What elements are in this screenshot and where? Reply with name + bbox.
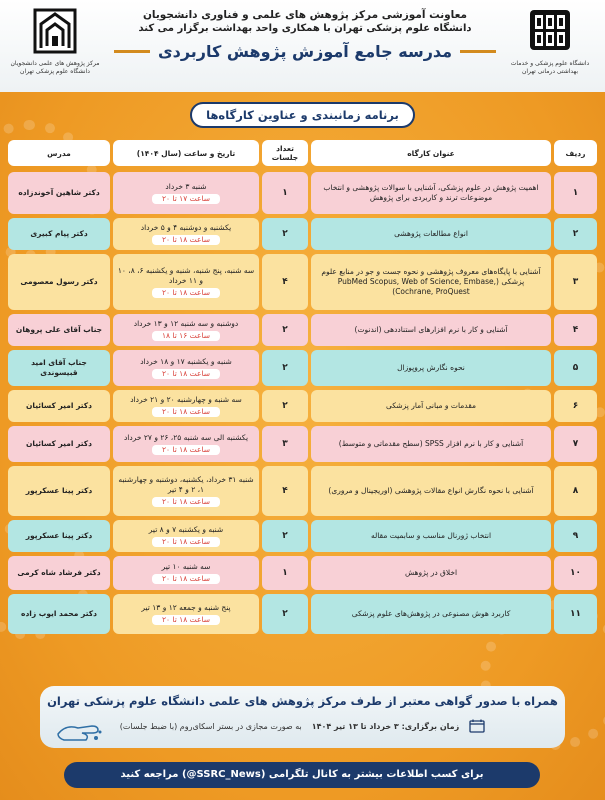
workshop-datetime xyxy=(113,556,259,590)
workshop-date: شنبه ۳۱ خرداد، یکشنبه، دوشنبه و چهارشنبه ۱، ۲ و ۴ تیر xyxy=(118,475,254,494)
workshop-time: ساعت ۱۸ تا ۲۰ xyxy=(152,615,220,625)
teacher-name: دکتر پینا عسکرپور xyxy=(8,520,110,552)
workshop-date: یکشنبه الی سه شنبه ۲۵، ۲۶ و ۲۷ خرداد xyxy=(123,433,249,442)
workshop-datetime xyxy=(113,594,259,634)
teacher-name: دکتر رسول معصومی xyxy=(8,254,110,310)
table-header-row xyxy=(8,140,597,168)
header-row-number: ردیف xyxy=(554,140,597,166)
session-count: ۲ xyxy=(262,390,308,422)
workshop-date: سه شنبه، پنج شنبه، شنبه و یکشنبه ۶، ۸، ۱۰ و ۱۱ خرداد xyxy=(117,266,255,285)
workshop-datetime xyxy=(113,390,259,422)
workshop-title: انواع مطالعات پژوهشی xyxy=(311,218,551,250)
session-count: ۴ xyxy=(262,254,308,310)
teacher-name: دکتر پیام کبیری xyxy=(8,218,110,250)
header-line-2: دانشگاه علوم پزشکی تهران با همکاری واحد بهداشت برگزار می کند xyxy=(138,23,472,34)
workshop-date: دوشنبه و سه شنبه ۱۲ و ۱۳ خرداد xyxy=(133,319,239,328)
workshop-title: کاربرد هوش مصنوعی در پژوهش‌های علوم پزشکی xyxy=(311,594,551,634)
schedule-subtitle: برنامه زمانبندی و عناوین کارگاه‌ها xyxy=(190,102,415,128)
row-number: ۸ xyxy=(554,466,597,516)
table-row xyxy=(8,350,597,386)
row-number: ۱۱ xyxy=(554,594,597,634)
workshop-title: نحوه نگارش پروپوزال xyxy=(311,350,551,386)
session-count: ۱ xyxy=(262,172,308,214)
row-number: ۳ xyxy=(554,254,597,310)
workshop-time: ساعت ۱۸ تا ۲۰ xyxy=(152,445,220,455)
title-dash-decoration xyxy=(114,50,150,53)
school-title-text: مدرسه جامع آموزش پژوهش کاربردی xyxy=(157,42,453,61)
workshop-time: ساعت ۱۷ تا ۲۰ xyxy=(152,194,220,204)
workshop-time: ساعت ۱۸ تا ۲۰ xyxy=(152,288,220,298)
table-row xyxy=(8,314,597,346)
research-center-logo-icon xyxy=(33,8,77,58)
teacher-name: دکتر شاهین آخوندزاده xyxy=(8,172,110,214)
row-number: ۵ xyxy=(554,350,597,386)
workshop-date: سه شنبه ۱۰ تیر xyxy=(161,562,211,571)
teacher-name: دکتر محمد ایوب زاده xyxy=(8,594,110,634)
header-datetime: تاریخ و ساعت (سال ۱۴۰۴) xyxy=(113,140,259,166)
workshop-date: شنبه و یکشنبه ۱۷ و ۱۸ خرداد xyxy=(140,357,232,366)
workshop-title: انتخاب ژورنال مناسب و سابمیت مقاله xyxy=(311,520,551,552)
header-text xyxy=(110,8,500,61)
research-center-logo-caption: مرکز پژوهش های علمی دانشجویان دانشگاه علوم پزشکی تهران xyxy=(10,60,100,75)
row-number: ۲ xyxy=(554,218,597,250)
workshop-datetime xyxy=(113,254,259,310)
row-number: ۴ xyxy=(554,314,597,346)
workshop-datetime xyxy=(113,520,259,552)
workshop-time: ساعت ۱۸ تا ۲۰ xyxy=(152,574,220,584)
certificate-text: همراه با صدور گواهی معتبر از طرف مرکز پژوهش های علمی دانشگاه علوم پزشکی تهران xyxy=(47,694,558,708)
workshop-title: آشنایی و کار با نرم افزارهای استناددهی (اندنوت) xyxy=(311,314,551,346)
header-teacher: مدرس xyxy=(8,140,110,166)
table-row xyxy=(8,466,597,516)
workshop-datetime xyxy=(113,172,259,214)
workshop-datetime xyxy=(113,218,259,250)
university-logo-icon xyxy=(528,8,572,58)
teacher-name: دکتر امیر کسائیان xyxy=(8,390,110,422)
session-count: ۲ xyxy=(262,520,308,552)
row-number: ۱۰ xyxy=(554,556,597,590)
table-row xyxy=(8,218,597,250)
row-number: ۱ xyxy=(554,172,597,214)
workshop-date: سه شنبه و چهارشنبه ۲۰ و ۲۱ خرداد xyxy=(130,395,242,404)
workshop-date: یکشنبه و دوشنبه ۴ و ۵ خرداد xyxy=(140,223,232,232)
session-count: ۲ xyxy=(262,594,308,634)
workshop-title: آشنایی با نحوه نگارش انواع مقالات پژوهشی (اوریجینال و مروری) xyxy=(311,466,551,516)
session-count: ۴ xyxy=(262,466,308,516)
header-workshop-title: عنوان کارگاه xyxy=(311,140,551,166)
table-row xyxy=(8,556,597,590)
table-row xyxy=(8,594,597,634)
workshop-title: آشنایی و کار با نرم افزار SPSS (سطح مقدماتی و متوسط) xyxy=(311,426,551,462)
workshop-title: اهمیت پژوهش در علوم پزشکی، آشنایی با سوالات پژوهشی و انتخاب موضوعات ترند و کاربردی برای پژوهش xyxy=(311,172,551,214)
workshop-time: ساعت ۱۸ تا ۲۰ xyxy=(152,369,220,379)
event-dates: زمان برگزاری: ۳ خرداد تا ۱۳ تیر ۱۴۰۴ xyxy=(311,721,460,731)
calendar-icon xyxy=(469,719,485,733)
teacher-name: دکتر پینا عسکرپور xyxy=(8,466,110,516)
workshop-time: ساعت ۱۸ تا ۲۰ xyxy=(152,537,220,547)
workshop-title: آشنایی با پایگاه‌های معروف پژوهشی و نحوه جست و جو در منابع علوم پزشکی (PubMed Scopus, Web of Science, Embase, Cochrane, ProQuest) xyxy=(311,254,551,310)
session-count: ۲ xyxy=(262,314,308,346)
workshop-datetime xyxy=(113,466,259,516)
teacher-name: دکتر فرشاد شاه کرمی xyxy=(8,556,110,590)
event-mode: به صورت مجازی در بستر اسکای‌روم (با ضبط جلسات) xyxy=(119,721,302,731)
teacher-name: جناب آقای امید قبیسوندی xyxy=(8,350,110,386)
row-number: ۹ xyxy=(554,520,597,552)
workshop-time: ساعت ۱۶ تا ۱۸ xyxy=(152,331,220,341)
workshop-datetime xyxy=(113,350,259,386)
table-row xyxy=(8,426,597,462)
row-number: ۶ xyxy=(554,390,597,422)
telegram-channel-bar[interactable]: برای کسب اطلاعات بیشتر به کانال تلگرامی (SSRC_News@) مراجعه کنید xyxy=(64,762,540,788)
session-count: ۲ xyxy=(262,350,308,386)
workshop-time: ساعت ۱۸ تا ۲۰ xyxy=(152,235,220,245)
table-row xyxy=(8,254,597,310)
teacher-name: جناب آقای علی پروهان xyxy=(8,314,110,346)
table-row xyxy=(8,390,597,422)
session-count: ۲ xyxy=(262,218,308,250)
workshop-title: مقدمات و مبانی آمار پزشکی xyxy=(311,390,551,422)
workshop-date: پنج شنبه و جمعه ۱۲ و ۱۳ تیر xyxy=(141,603,231,612)
research-center-logo xyxy=(10,8,100,92)
row-number: ۷ xyxy=(554,426,597,462)
session-count: ۳ xyxy=(262,426,308,462)
workshop-title: اخلاق در پژوهش xyxy=(311,556,551,590)
schedule-table xyxy=(8,140,597,680)
table-row xyxy=(8,520,597,552)
header-line-1: معاونت آموزشی مرکز پژوهش های علمی و فناوری دانشجویان xyxy=(142,9,468,21)
table-row xyxy=(8,172,597,214)
school-title xyxy=(110,42,500,61)
workshop-date: شنبه و یکشنبه ۷ و ۸ تیر xyxy=(148,525,224,534)
teacher-name: دکتر امیر کسائیان xyxy=(8,426,110,462)
workshop-time: ساعت ۱۸ تا ۲۰ xyxy=(152,497,220,507)
workshop-time: ساعت ۱۸ تا ۲۰ xyxy=(152,407,220,417)
header-sessions: تعداد جلسات xyxy=(262,140,308,166)
footer-details xyxy=(40,719,565,733)
workshop-date: شنبه ۳ خرداد xyxy=(165,182,207,191)
university-logo-caption: دانشگاه علوم پزشکی و خدمات بهداشتی درمانی تهران xyxy=(510,60,590,75)
workshop-datetime xyxy=(113,314,259,346)
workshop-datetime xyxy=(113,426,259,462)
session-count: ۱ xyxy=(262,556,308,590)
title-dash-decoration xyxy=(460,50,496,53)
university-logo xyxy=(506,8,594,92)
certificate-banner xyxy=(40,686,565,748)
